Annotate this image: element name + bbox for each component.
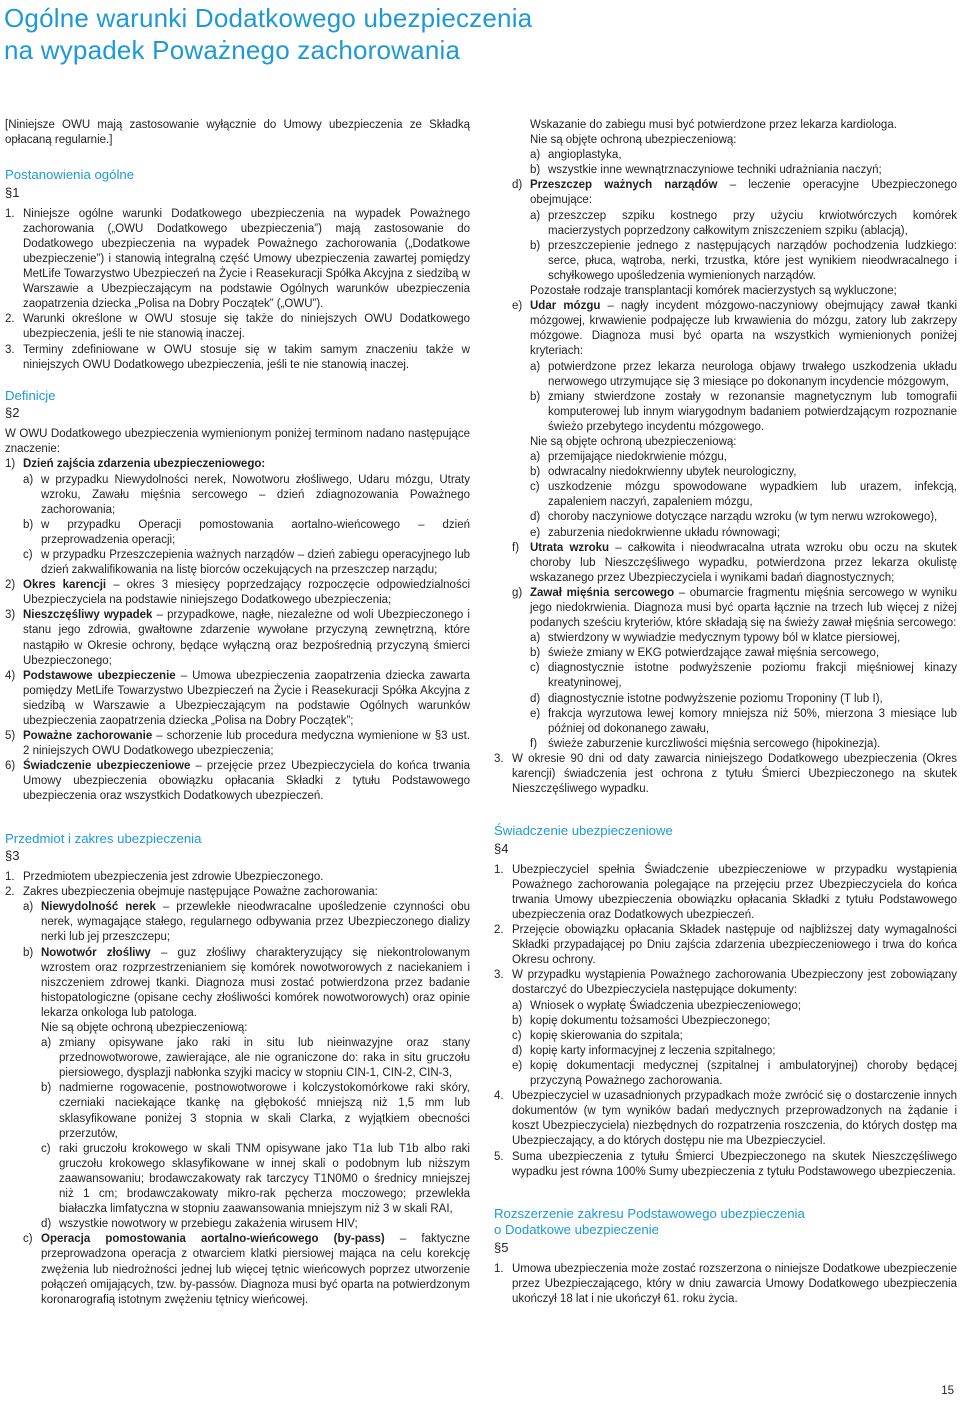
s4-item-3: 3. W przypadku wystąpienia Poważnego zachorowania Ubezpieczony jest zobowiązany dostarczyć do Ubezpieczyciela następujące dokumenty: — [494, 969, 957, 997]
c-indication: Wskazanie do zabiegu musi być potwierdzone przez lekarza kardiologa. — [530, 119, 897, 131]
g-criterion-a: a) stwierdzony w wywiadzie medycznym typowy ból w klatce piersiowej, — [530, 632, 901, 645]
e-criterion-a: a) potwierdzone przez lekarza neurologa objawy trwałego uszkodzenia układu nerwowego utrzymujące się 3 miesiące po dokonanym incydencie mózgowym, — [530, 360, 957, 388]
right-column — [494, 118, 957, 1307]
s4-doc-b: b) kopię dokumentu tożsamości Ubezpieczonego; — [512, 1014, 771, 1027]
e-exclusions-lead: Nie są objęte ochroną ubezpieczeniową: — [530, 435, 737, 448]
g-criterion-d: d) diagnostycznie istotne podwyższenie poziomu Troponiny (T lub I), — [530, 692, 883, 705]
left-column — [5, 118, 470, 1308]
g-criterion-e: e) frakcja wyrzutowa lewej komory mniejsza niż 50%, mierzona 3 miesiące lub później od dokonanego zawału, — [530, 707, 957, 735]
title-line-2: na wypadek Poważnego zachorowania — [4, 35, 461, 65]
s3-item-2-e: e) Udar mózgu – nagły incydent mózgowo-naczyniowy obejmujący zawał tkanki mózgowej, krwawienie podpajęcze lub krwawienia do mózgu, zatory lub zakrzepy mózgowe. Diagnoza musi być oparta na wszystkich wymienionych poniżej kryteriach: — [512, 300, 958, 358]
s1-item-2: 2. Warunki określone w OWU stosuje się także do niniejszych OWU Dodatkowego ubezpieczenia, jeśli te nie stanowią inaczej. — [5, 313, 470, 341]
s3-b-exclusion-d: d) wszystkie nowotwory w przebiegu zakażenia wirusem HIV; — [41, 1218, 358, 1231]
s3-item-2-c: c) Operacja pomostowania aortalno-wieńcowego (by-pass) – faktyczne przeprowadzona operacja z otwarciem klatki piersiowej mająca na celu korekcję zwężenia lub niedrożności jednej lub więcej tętnic wieńcowych poprzez utworzenie połączeń omijających, tzw. by-passów. Diagnoza musi być oparta na potwierdzonym koronarografią istotnym zwężeniu tętnicy wieńcowej. — [23, 1233, 470, 1306]
definition-6: 6) Świadczenie ubezpieczeniowe – przejęcie przez Ubezpieczyciela do końca trwania Umowy ubezpieczenia obowiązku opłacania Składki z tytułu Podstawowego ubezpieczenia oraz wszystkich Dodatkowych ubezpieczeń. — [5, 760, 470, 803]
section-5-heading-line-2: o Dodatkowe ubezpieczenie — [494, 1222, 659, 1238]
s3-b-exclusion-b: b) nadmierne rogowacenie, postnowotworowe i kolczystokomórkowe raki skóry, czerniaki naciekające tkankę na głębokość mniejszą niż 1,5 mm lub sklasyfikowane poniżej 3 stopnia w skali Clarka, z wyjątkiem obecności przerzutów, — [41, 1082, 470, 1140]
section-3-heading: Przedmiot i zakres ubezpieczenia — [5, 830, 202, 846]
d-item-b: b) przeszczepienie jednego z następujących narządów pochodzenia ludzkiego: serce, płuca, wątroba, nerki, trzustka, które jest wynikiem nieodwracalnego i schyłkowego upośledzenia wymienionych narządów. — [530, 239, 957, 282]
definition-2: 2) Okres karencji – okres 3 miesięcy poprzedzający rozpoczęcie odpowiedzialności Ubezpieczyciela na podstawie niniejszego Dodatkowego ubezpieczenia; — [5, 579, 470, 607]
section-3-number: §3 — [5, 848, 20, 864]
title-line-1: Ogólne warunki Dodatkowego ubezpieczenia — [4, 3, 533, 33]
s4-doc-e: e) kopię dokumentacji medycznej (szpitalnej i ambulatoryjnej) choroby będącej przyczyną Poważnego zachorowania. — [512, 1059, 957, 1088]
s3-item-2-b: b) Nowotwór złośliwy – guz złośliwy charakteryzujący się niekontrolowanym wzrostem oraz rozprzestrzenianiem się komórek nowotworowych z naciekaniem i niszczeniem zdrowej tkanki. Diagnoza musi zostać potwierdzona przez badanie histopatologiczne (opisane cechy złośliwości komórek nowotworowych) oraz opinie lekarza onkologa lub patologa. — [23, 946, 470, 1019]
section-4-heading: Świadczenie ubezpieczeniowe — [494, 823, 673, 839]
s4-item-4: 4. Ubezpieczyciel w uzasadnionych przypadkach może zwrócić się o dostarczenie innych dokumentów (w tym wyników badań medycznych przeprowadzonych na żądanie i koszt Ubezpieczyciela) niezbędnych do rozpatrzenia roszczenia, do których dostęp ma Ubezpieczający, a do których dostępu nie ma Ubezpieczyciel. — [494, 1090, 957, 1148]
definition-5: 5) Poważne zachorowanie – schorzenie lub procedura medyczna wymienione w §3 ust. 2 niniejszych OWU Dodatkowego ubezpieczenia; — [5, 730, 471, 758]
s4-doc-c: c) kopię skierowania do szpitala; — [512, 1029, 683, 1042]
d-item-a: a) przeszczep szpiku kostnego przy użyciu krwiotwórczych komórek macierzystych poprzedzony całkowitym zniszczeniem szpiku (ablacją), — [530, 209, 957, 237]
c-exclusions-lead: Nie są objęte ochroną ubezpieczeniową: — [530, 134, 737, 147]
s3-item-2: 2. Zakres ubezpieczenia obejmuje następujące Poważne zachorowania: — [5, 886, 378, 899]
s3-item-2-g: g) Zawał mięśnia sercowego – obumarcie fragmentu mięśnia sercowego w wyniku jego niedokrwienia. Diagnoza musi być oparta łącznie na trzech lub więcej z niżej podanych sześciu kryteriów, które składają się na świeży zawał mięśnia sercowego: — [512, 586, 957, 630]
s4-item-1: 1. Ubezpieczyciel spełnia Świadczenie ubezpieczeniowe w przypadku wystąpienia Poważnego zachorowania polegające na przejęciu przez Ubezpieczyciela do końca trwania Umowy ubezpieczenia obowiązku opłacania Składki z tytułu Podstawowego ubezpieczenia oraz Dodatkowych ubezpieczeń. — [494, 863, 957, 921]
s1-item-1: 1. Niniejsze ogólne warunki Dodatkowego ubezpieczenia na wypadek Poważnego zachorowania („OWU Dodatkowego ubezpieczenia”) mają zastosowanie do Dodatkowego ubezpieczenia na wypadek Poważnego zachorowania („Dodatkowe ubezpieczenie”) i stanowią integralną część Umowy ubezpieczenia zawartej pomiędzy MetLife Towarzystwo Ubezpieczeń na Życie i Reasekuracji Spółka Akcyjna z siedzibą w Warszawie a Ubezpieczającym na podstawie Ogólnych warunków ubezpieczenia zaopatrzenia dziecka „Polisa na Dobry Początek” („OWU”). — [5, 207, 470, 311]
section-5-number: §5 — [494, 1239, 509, 1255]
page-number: 15 — [941, 1385, 954, 1397]
s1-item-3: 3. Terminy zdefiniowane w OWU stosuje się w takim samym znaczeniu także w niniejszych OWU Dodatkowego ubezpieczenia, jeśli te nie stanowią inaczej. — [5, 343, 470, 371]
s5-item-1: 1. Umowa ubezpieczenia może zostać rozszerzona o niniejsze Dodatkowe ubezpieczenie przez Ubezpieczającego, który w dniu zawarcia Umowy Dodatkowego ubezpieczenia ukończył 18 lat i nie ukończył 61. roku życia. — [494, 1262, 957, 1305]
section-5-heading-line-1: Rozszerzenie zakresu Podstawowego ubezpieczenia — [494, 1205, 805, 1221]
s4-doc-d: d) kopię karty informacyjnej z leczenia szpitalnego; — [512, 1044, 776, 1057]
e-exclusion-c: c) uszkodzenie mózgu spowodowane wypadkiem lub urazem, infekcją, zapaleniem naczyń, zapaleniem mózgu, — [530, 481, 957, 509]
section-2-heading: Definicje — [5, 387, 56, 403]
e-exclusion-d: d) choroby naczyniowe dotyczące narządu wzroku (w tym nerwu wzrokowego), — [530, 511, 938, 524]
definition-1-a: a) w przypadku Niewydolności nerek, Nowotworu złośliwego, Udaru mózgu, Utraty wzroku, Zawału mięśnia sercowego – dzień zdiagnozowania Poważnego zachorowania; — [23, 473, 470, 516]
s3-item-2-d: d) Przeszczep ważnych narządów – leczenie operacyjne Ubezpieczonego obejmujące: — [512, 179, 957, 207]
s4-doc-a: a) Wniosek o wypłatę Świadczenia ubezpieczeniowego; — [512, 999, 802, 1012]
s4-item-5: 5. Suma ubezpieczenia z tytułu Śmierci Ubezpieczonego na skutek Nieszczęśliwego wypadku jest równa 100% Sumy ubezpieczenia z tytułu Podstawowego ubezpieczenia. — [494, 1150, 957, 1178]
definition-3: 3) Nieszczęśliwy wypadek – przypadkowe, nagłe, niezależne od woli Ubezpieczonego i stanu jego zdrowia, gwałtowne zdarzenie wywołane przyczyną zewnętrzną, które nastąpiło w Okresie ochrony, będące wyłączną oraz bezpośrednią przyczyną śmierci Ubezpieczonego; — [5, 609, 470, 667]
section-4-number: §4 — [494, 840, 509, 856]
section-2-number: §2 — [5, 405, 20, 421]
e-criterion-b: b) zmiany stwierdzone zostały w rezonansie magnetycznym lub tomografii komputerowej lub innym wiarygodnym badaniem potwierdzającym rozpoznanie świeżo przebytego incydentu mózgowego. — [530, 390, 957, 433]
s3-item-2-a: a) Niewydolność nerek – przewlekłe nieodwracalne upośledzenie czynności obu nerek, wymagające stałego, regularnego odbywania przez Ubezpieczonego dializy nerki lub jej przeszczepu; — [23, 901, 470, 944]
definition-1: 1) Dzień zajścia zdarzenia ubezpieczeniowego: — [5, 458, 266, 471]
s2-lead: W OWU Dodatkowego ubezpieczenia wymienionym poniżej terminom nadano następujące znaczenie: — [5, 428, 470, 456]
intro-note: [Niniejsze OWU mają zastosowanie wyłącznie do Umowy ubezpieczenia ze Składką opłacaną regularnie.] — [5, 119, 470, 147]
g-criterion-b: b) świeże zmiany w EKG potwierdzające zawał mięśnia sercowego, — [530, 647, 880, 660]
document-title — [4, 2, 704, 66]
g-criterion-f: f) świeże zaburzenie kurczliwości mięśnia sercowego (hipokinezja). — [530, 737, 881, 750]
e-exclusion-a: a) przemijające niedokrwienie mózgu, — [530, 451, 727, 464]
c-exclusion-a: a) angioplastyka, — [530, 149, 622, 162]
g-criterion-c: c) diagnostycznie istotne podwyższenie poziomu frakcji mięśniowej kinazy kreatyninowej, — [530, 662, 957, 690]
s3-item-1: 1. Przedmiotem ubezpieczenia jest zdrowie Ubezpieczonego. — [5, 871, 324, 884]
s3-item-3: 3. W okresie 90 dni od daty zawarcia niniejszego Dodatkowego ubezpieczenia (Okres karencji) świadczenia jest ochrona z tytułu Śmierci Ubezpieczonego na skutek Nieszczęśliwego wypadku. — [494, 752, 957, 796]
s3-b-exclusion-c: c) raki gruczołu krokowego w skali TNM opisywane jako T1a lub T1b albo raki gruczołu krokowego sklasyfikowane w innej skali o podobnym lub niższym zaawansowaniu; brodawczakowaty rak tarczycy T1N0M0 o średnicy mniejszej niż 1 cm; brodawczakowaty mikro-rak pęcherza moczowego; przewlekła białaczka limfatyczna w stopniu zaawansowania mniejszym niż 3 w skali RAI, — [41, 1142, 470, 1216]
definition-1-b: b) w przypadku Operacji pomostowania aortalno-wieńcowego – dzień przeprowadzenia operacji; — [23, 518, 470, 546]
e-exclusion-b: b) odwracalny niedokrwienny ubytek neurologiczny, — [530, 466, 797, 479]
section-1-number: §1 — [5, 184, 20, 200]
section-1-heading: Postanowienia ogólne — [5, 167, 135, 183]
s3-b-exclusion-a: a) zmiany opisywane jako raki in situ lub nieinwazyjne oraz stany przednowotworowe, zawierające, ale nie ograniczone do: raka in situ gruczołu piersiowego, dysplazji nabłonka szyjki macicy w stopniu CIN-1, CIN-2, CIN-3, — [41, 1037, 470, 1080]
d-exclusion-note: Pozostałe rodzaje transplantacji komórek macierzystych są wykluczone; — [530, 285, 897, 298]
definition-4: 4) Podstawowe ubezpieczenie – Umowa ubezpieczenia zaopatrzenia dziecka zawarta pomiędzy MetLife Towarzystwo Ubezpieczeń na Życie i Reasekuracji Spółka Akcyjna z siedzibą w Warszawie a Ubezpieczającym na podstawie Ogólnych warunków ubezpieczenia zaopatrzenia dziecka „Polisa na Dobry Początek”; — [5, 669, 470, 727]
s3-b-exclusions-lead: Nie są objęte ochroną ubezpieczeniową: — [41, 1022, 248, 1034]
definition-1-c: c) w przypadku Przeszczepienia ważnych narządów – dzień zabiegu operacyjnego lub dzień zakwalifikowania na listę biorców oczekujących na przeszczep narządu; — [23, 548, 470, 577]
e-exclusion-e: e) zaburzenia niedokrwienne układu równowagi; — [530, 526, 781, 539]
s3-item-2-f: f) Utrata wzroku – całkowita i nieodwracalna utrata wzroku obu oczu na skutek choroby lub Nieszczęśliwego wypadku, potwierdzona przez lekarza okulistę wskazanego przez Ubezpieczyciela i wynikami badań diagnostycznych; — [512, 541, 958, 584]
s4-item-2: 2. Przejęcie obowiązku opłacania Składek następuje od najbliższej daty wymagalności Składki przypadającej po Dniu zajścia zdarzenia ubezpieczeniowego i trwa do końca Okresu ochrony. — [494, 924, 957, 967]
c-exclusion-b: b) wszystkie inne wewnątrznaczyniowe techniki udrażniania naczyń; — [530, 164, 882, 177]
